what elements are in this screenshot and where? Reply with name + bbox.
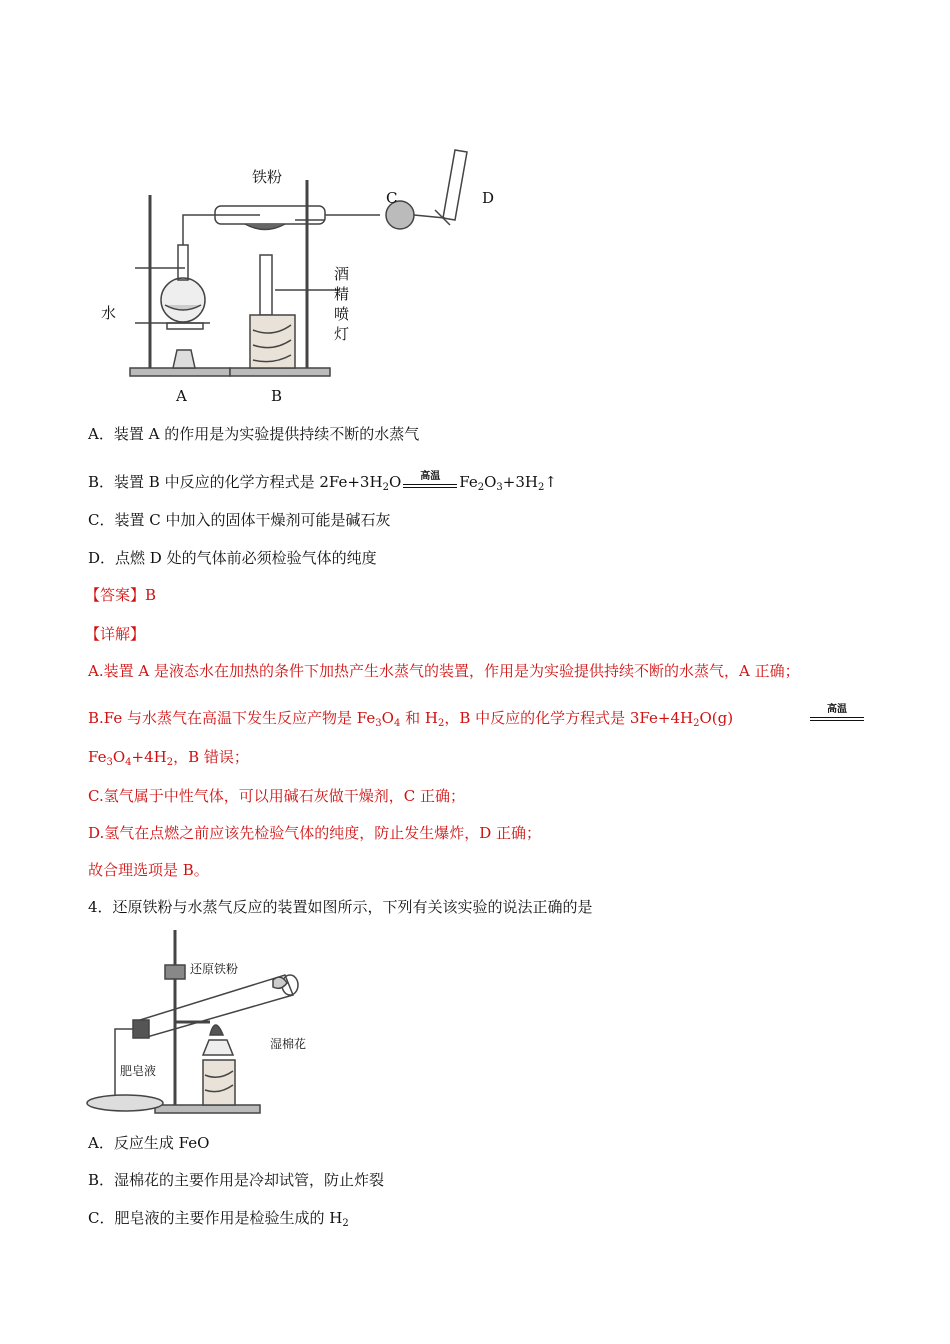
- detail-b-sub: 4: [125, 757, 132, 768]
- condition-text: 高温: [420, 471, 441, 482]
- detail-b-sub: 3: [106, 757, 113, 768]
- detail-b-sub: 2: [693, 718, 700, 729]
- label-d: D: [482, 189, 495, 207]
- answer-value: B: [145, 586, 157, 604]
- q3-b-sub: 2: [382, 482, 389, 493]
- detail-label: 【详解】: [85, 625, 146, 643]
- detail-c: C.氢气属于中性气体，可以用碱石灰做干燥剂，C 正确；: [88, 787, 465, 805]
- apparatus-figure-2: [85, 925, 315, 1120]
- q3-b-prod: ↑: [544, 473, 557, 491]
- detail-b-text: Fe: [88, 748, 107, 766]
- detail-d: D.氢气在点燃之前应该先检验气体的纯度，防止发生爆炸，D 正确；: [88, 824, 542, 842]
- q3-b-sub: 2: [477, 482, 485, 493]
- detail-b-sub: 2: [166, 757, 174, 768]
- q4-c-sub: 2: [342, 1218, 349, 1229]
- q4-c-text: C．肥皂液的主要作用是检验生成的 H: [88, 1209, 343, 1227]
- lamp-char: 酒: [334, 265, 350, 283]
- detail-a: A.装置 A 是液态水在加热的条件下加热产生水蒸气的装置，作用是为实验提供持续不断的水蒸气，A 正确；: [88, 662, 800, 680]
- label-a: A: [176, 387, 187, 405]
- answer-label: 【答案】: [85, 586, 146, 604]
- detail-b-sub: 2: [437, 718, 445, 729]
- lamp-char: 喷: [334, 305, 350, 323]
- label-reduced-iron: 还原铁粉: [190, 962, 239, 976]
- detail-b-text: 和 H: [400, 709, 438, 727]
- q3-b-sub: 2: [537, 482, 545, 493]
- detail-b-text: O: [381, 709, 394, 727]
- detail-b-text: O(g): [699, 709, 734, 727]
- condition-text: 高温: [827, 704, 847, 715]
- label-soap-solution: 肥皂液: [120, 1064, 157, 1078]
- detail-b-sub: 4: [393, 718, 401, 729]
- q3-b-prod: +3H: [502, 473, 538, 491]
- detail-b-line2: [88, 747, 249, 767]
- detail-conclusion: 故合理选项是 B。: [88, 861, 209, 879]
- detail-b-line1: [88, 708, 733, 728]
- q3-option-d: D．点燃 D 处的气体前必须检验气体的纯度: [88, 549, 377, 567]
- q4-option-b: B．湿棉花的主要作用是冷却试管，防止炸裂: [88, 1171, 385, 1189]
- q3-b-sub: 3: [496, 482, 503, 493]
- detail-b-text: B.Fe 与水蒸气在高温下发生反应产物是 Fe: [88, 709, 376, 727]
- detail-b-text: ，B 错误；: [173, 748, 249, 766]
- lamp-char: 精: [334, 285, 350, 303]
- label-b: B: [271, 387, 283, 405]
- label-alcohol-lamp: [334, 264, 350, 344]
- q3-b-prefix: B．装置 B 中反应的化学方程式是 2Fe+3H: [88, 473, 383, 491]
- q3-b-prod: Fe: [459, 473, 478, 491]
- reaction-condition: [403, 473, 457, 493]
- label-wet-cotton: 湿棉花: [270, 1037, 307, 1051]
- label-water: 水: [101, 304, 117, 322]
- q3-option-c: C．装置 C 中加入的固体干燥剂可能是碱石灰: [88, 511, 391, 529]
- detail-reaction-condition: [810, 706, 864, 726]
- answer: [85, 585, 156, 605]
- q3-option-a: A．装置 A 的作用是为实验提供持续不断的水蒸气: [88, 425, 420, 443]
- detail-b-sub: 3: [375, 718, 382, 729]
- apparatus-figure-1: [95, 140, 515, 410]
- q4-option-c: [88, 1208, 349, 1228]
- detail-b-text: +4H: [131, 748, 167, 766]
- lamp-char: 灯: [334, 325, 350, 343]
- label-c: C: [386, 189, 398, 207]
- detail-b-text: O: [112, 748, 126, 766]
- q3-option-b: [88, 472, 557, 493]
- q3-b-prod: O: [484, 473, 497, 491]
- q3-b-mid: O: [388, 473, 402, 491]
- q4-stem: 4．还原铁粉与水蒸气反应的装置如图所示，下列有关该实验的说法正确的是: [88, 898, 593, 916]
- detail-b-text: ，B 中反应的化学方程式是 3Fe+4H: [444, 709, 694, 727]
- label-iron-powder: 铁粉: [252, 168, 283, 186]
- q4-option-a: A．反应生成 FeO: [88, 1134, 210, 1152]
